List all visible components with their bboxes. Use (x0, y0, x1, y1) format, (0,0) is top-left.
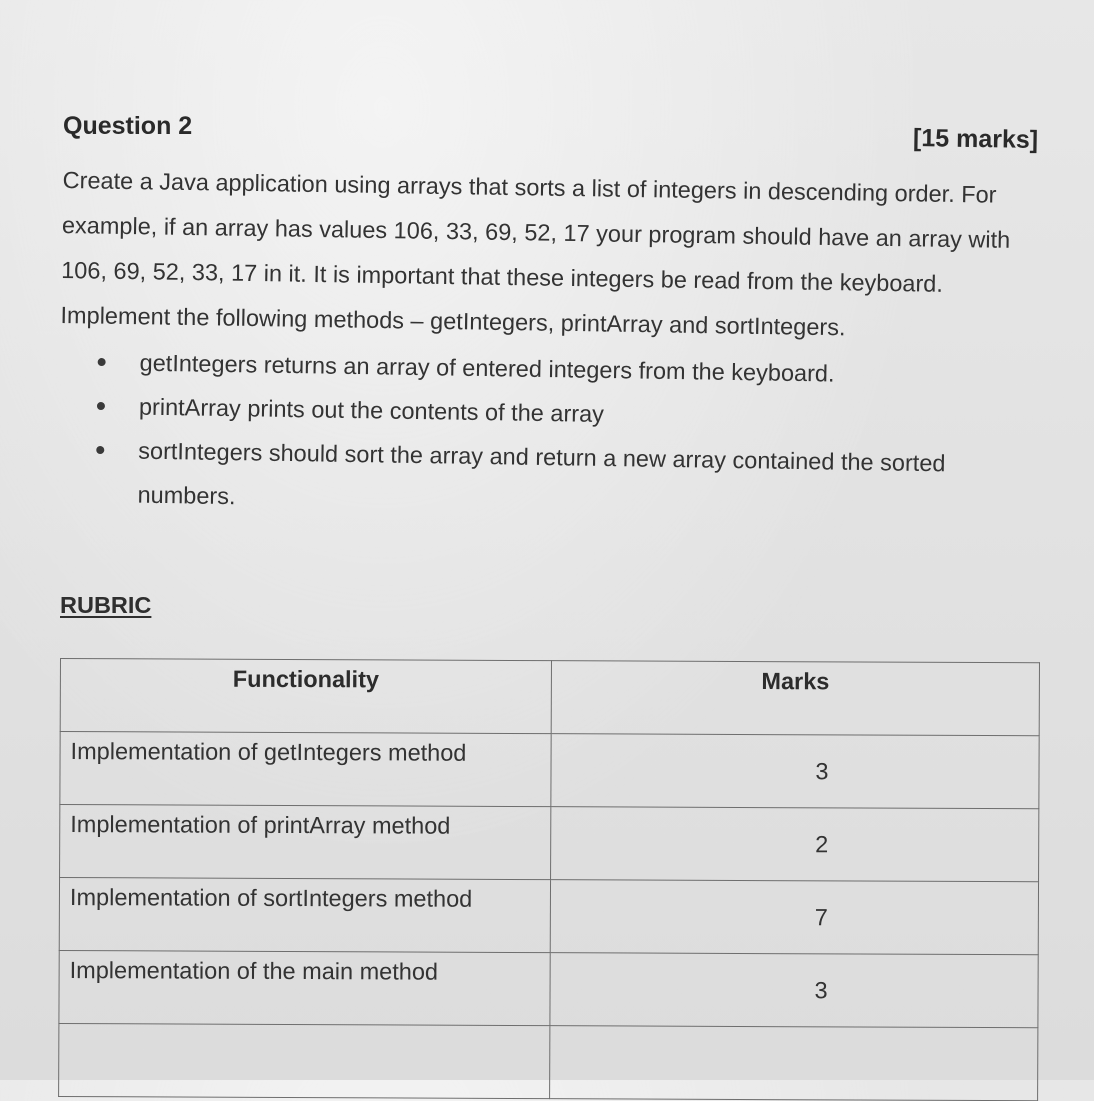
marks-cell: 7 (550, 880, 1038, 955)
table-row (59, 950, 1038, 1027)
table-row (59, 878, 1038, 955)
empty-table-row (59, 1023, 1038, 1100)
marks-cell: 2 (551, 807, 1039, 882)
method-list (95, 340, 1048, 531)
bullet-icon (96, 446, 104, 454)
functionality-cell: Implementation of printArray method (60, 805, 551, 880)
bullet-icon (97, 402, 105, 410)
list-item-text: sortIntegers should sort the array and return a new array contained the sorted numbers. (137, 437, 946, 510)
functionality-cell: Implementation of sortIntegers method (59, 878, 550, 953)
question-paragraph: Create a Java application using arrays that sorts a list of integers in descending order. For example, if an array has values 106, 33, 69, 52, 17 your program should have an array with 106, 69, 52, 33, 17 in it. It is important that these integers be read from the keyboard. Implement the following methods – getIntegers, printArray and sortIntegers. (60, 166, 1011, 341)
functionality-cell: Implementation of getIntegers method (60, 732, 551, 807)
rubric-heading: RUBRIC (60, 592, 152, 618)
question-marks: [15 marks] (912, 124, 1039, 154)
marks-header: Marks (551, 661, 1039, 736)
question-title: Question 2 (63, 112, 193, 140)
table-row (60, 805, 1039, 882)
list-item (95, 428, 1046, 531)
table-row (60, 732, 1039, 809)
rubric-table (58, 658, 1040, 1101)
empty-cell (550, 1026, 1038, 1101)
marks-cell: 3 (550, 953, 1038, 1028)
functionality-header: Functionality (60, 659, 551, 734)
bullet-icon (98, 358, 106, 366)
marks-cell: 3 (551, 734, 1039, 809)
functionality-cell: Implementation of the main method (59, 950, 550, 1025)
list-item-text: printArray prints out the contents of the array (138, 393, 605, 427)
empty-cell (59, 1023, 550, 1098)
table-header-row (60, 659, 1039, 736)
list-item-text: getIntegers returns an array of entered integers from the keyboard. (139, 349, 835, 387)
